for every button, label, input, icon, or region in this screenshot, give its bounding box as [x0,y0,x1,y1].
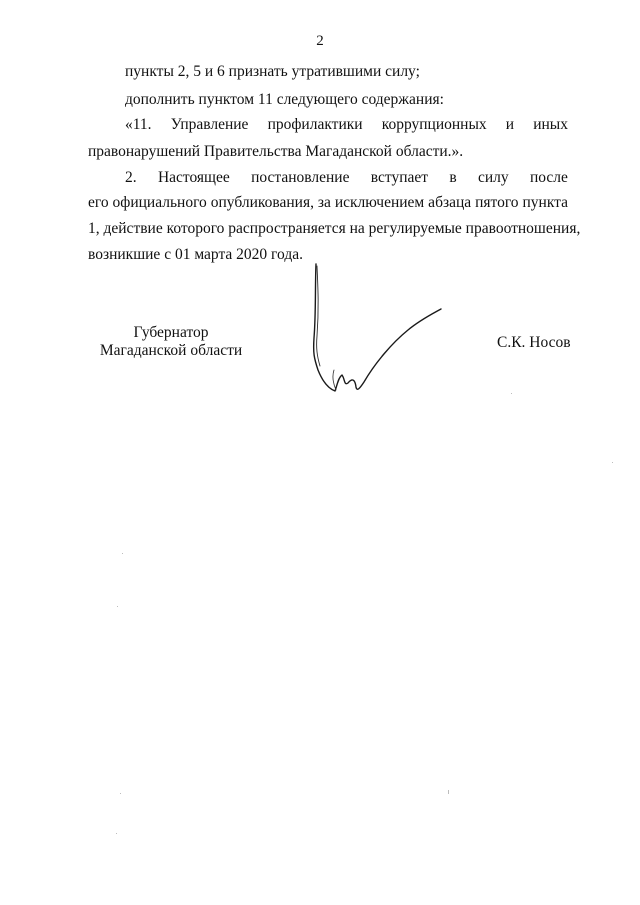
word: коррупционных [381,116,487,133]
signer-name: С.К. Носов [497,334,571,351]
word: после [529,169,568,186]
signatory-position-line-2: Магаданской области [99,342,243,359]
word: профилактики [267,116,363,133]
signatory-position-line-1: Губернатор [133,324,209,341]
paragraph-line-6: его официального опубликования, за исключением абзаца пятого пункта [88,194,568,211]
paragraph-line-1: пункты 2, 5 и 6 признать утратившими силу; [125,63,420,80]
word: постановление [251,169,350,186]
paragraph-line-5 [125,169,568,187]
scan-speck [120,793,121,794]
word: иных [533,116,568,133]
word: вступает [370,169,429,186]
scan-speck [116,833,117,834]
handwritten-signature [300,258,450,398]
word: «11. [125,116,152,133]
word: в [449,169,457,186]
scan-speck [511,393,512,394]
scan-speck [122,553,123,554]
paragraph-line-2: дополнить пунктом 11 следующего содержания: [125,91,444,108]
scan-speck [448,790,449,794]
word: Настоящее [157,169,230,186]
word: 2. [125,169,137,186]
paragraph-line-8: возникшие с 01 марта 2020 года. [88,246,303,263]
word: силу [478,169,509,186]
word: и [505,116,515,133]
paragraph-line-7: 1, действие которого распространяется на регулируемые правоотношения, [88,220,581,237]
page-number: 2 [316,33,324,49]
paragraph-line-4: правонарушений Правительства Магаданской области.». [88,143,464,160]
scan-speck [117,606,118,607]
signatory-position [88,324,254,360]
scan-speck [612,462,613,463]
paragraph-line-3 [125,116,568,134]
word: Управление [170,116,249,133]
